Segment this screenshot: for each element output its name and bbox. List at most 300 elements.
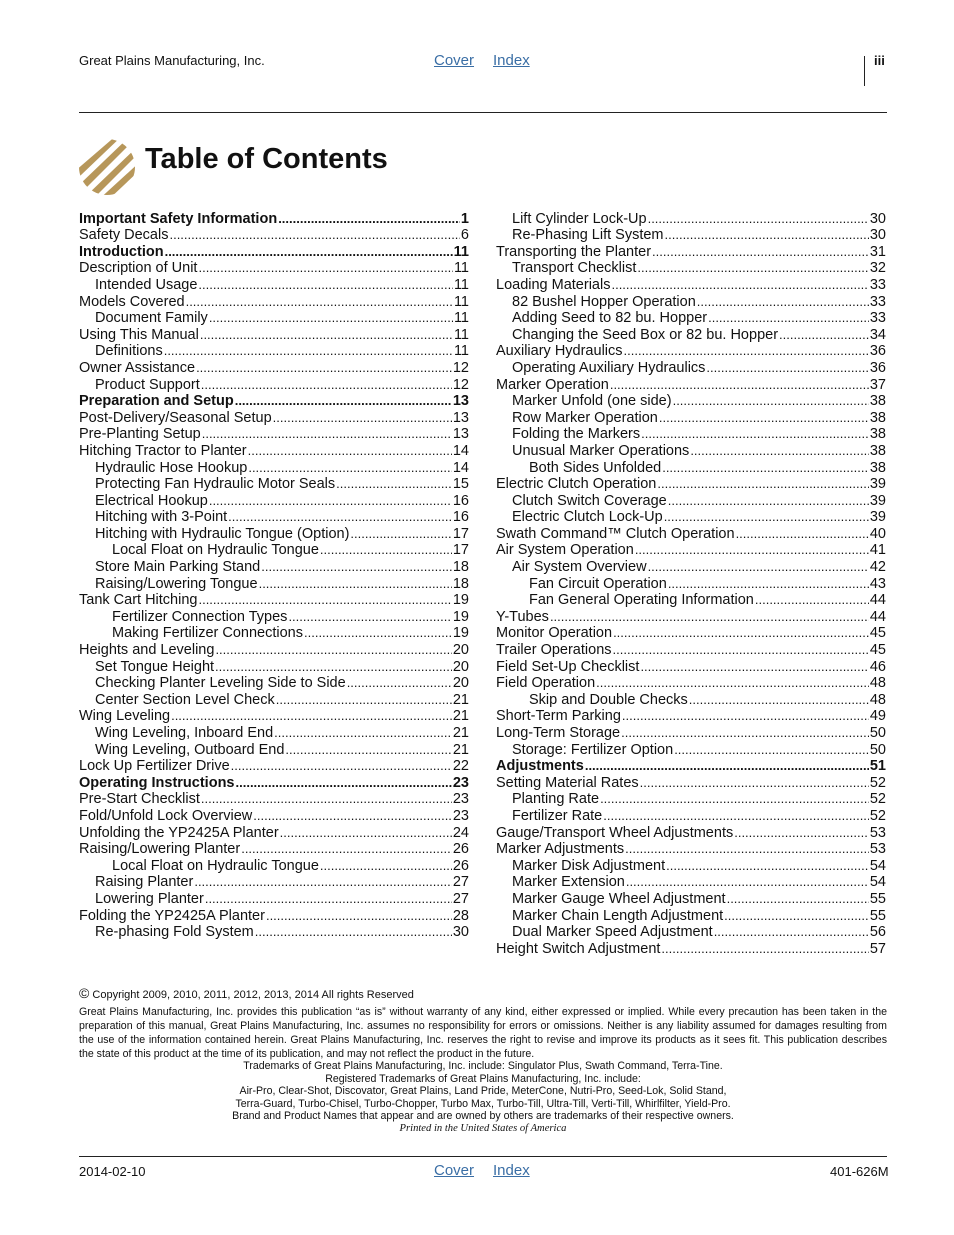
- toc-entry[interactable]: [496, 940, 886, 957]
- toc-dot-leader: [276, 692, 452, 708]
- toc-entry[interactable]: [79, 442, 469, 459]
- toc-entry-title: Planting Rate: [512, 791, 600, 808]
- toc-entry[interactable]: [79, 310, 469, 327]
- toc-dot-leader: [596, 675, 869, 691]
- toc-entry[interactable]: [79, 243, 469, 260]
- toc-entry-title: Models Covered: [79, 293, 185, 310]
- toc-entry-page: 13: [452, 393, 469, 410]
- toc-entry-page: 28: [452, 907, 469, 924]
- toc-entry[interactable]: [79, 227, 469, 244]
- index-link[interactable]: Index: [493, 52, 530, 69]
- toc-dot-leader: [621, 725, 869, 741]
- toc-entry[interactable]: [496, 376, 886, 393]
- toc-entry[interactable]: [496, 807, 886, 824]
- toc-entry[interactable]: [496, 227, 886, 244]
- toc-entry-page: 34: [869, 326, 886, 343]
- toc-dot-leader: [603, 808, 869, 824]
- toc-entry[interactable]: [496, 393, 886, 410]
- toc-entry-title: Lowering Planter: [95, 890, 204, 907]
- toc-entry-page: 31: [869, 243, 886, 260]
- toc-entry-title: Transporting the Planter: [496, 243, 652, 260]
- toc-entry-page: 21: [452, 691, 469, 708]
- trademark-line: Air-Pro, Clear-Shot, Discovator, Great Plains, Land Pride, MeterCone, Nutri-Pro, Seed-Lok, Solid Stand,: [239, 1085, 727, 1098]
- toc-dot-leader: [198, 592, 451, 608]
- toc-entry[interactable]: [79, 741, 469, 758]
- toc-entry[interactable]: [496, 276, 886, 293]
- toc-entry-title: Definitions: [95, 343, 163, 360]
- toc-entry[interactable]: [79, 758, 469, 775]
- toc-entry-page: 11: [453, 310, 469, 327]
- toc-entry-title: Electric Clutch Lock-Up: [512, 509, 663, 526]
- toc-entry-title: Checking Planter Leveling Side to Side: [95, 675, 346, 692]
- toc-entry[interactable]: [79, 525, 469, 542]
- toc-entry-page: 38: [869, 409, 886, 426]
- toc-dot-leader: [202, 426, 452, 442]
- toc-entry[interactable]: [496, 675, 886, 692]
- toc-entry-title: Fan General Operating Information: [529, 592, 754, 609]
- toc-dot-leader: [600, 791, 869, 807]
- toc-entry[interactable]: [79, 890, 469, 907]
- toc-entry[interactable]: [496, 476, 886, 493]
- trademark-line: Terra-Guard, Turbo-Chisel, Turbo-Chopper, Turbo Max, Turbo-Till, Ultra-Till, Verti-Till, Whirlfilter, Yield-Pro.: [235, 1097, 731, 1110]
- toc-dot-leader: [169, 227, 459, 243]
- toc-entry-page: 41: [869, 542, 886, 559]
- toc-dot-leader: [657, 476, 868, 492]
- toc-dot-leader: [320, 542, 452, 558]
- toc-entry-page: 20: [452, 642, 469, 659]
- toc-entry[interactable]: [496, 442, 886, 459]
- toc-dot-leader: [697, 294, 869, 310]
- toc-dot-leader: [648, 559, 869, 575]
- toc-entry-title: Fold/Unfold Lock Overview: [79, 807, 253, 824]
- toc-entry[interactable]: [496, 343, 886, 360]
- toc-entry[interactable]: [496, 625, 886, 642]
- toc-entry-title: Unfolding the YP2425A Planter: [79, 824, 279, 841]
- toc-entry-page: 50: [869, 741, 886, 758]
- toc-entry[interactable]: [79, 326, 469, 343]
- toc-entry[interactable]: [79, 409, 469, 426]
- toc-dot-leader: [706, 360, 868, 376]
- toc-entry-title: Marker Operation: [496, 376, 609, 393]
- toc-entry-page: 19: [452, 592, 469, 609]
- toc-entry-page: 27: [452, 874, 469, 891]
- toc-dot-leader: [165, 244, 453, 260]
- toc-entry-title: Gauge/Transport Wheel Adjustments: [496, 824, 734, 841]
- toc-dot-leader: [261, 559, 452, 575]
- toc-entry-page: 36: [869, 359, 886, 376]
- toc-entry[interactable]: [496, 293, 886, 310]
- toc-dot-leader: [253, 808, 452, 824]
- toc-entry-title: Clutch Switch Coverage: [512, 492, 667, 509]
- toc-entry[interactable]: [79, 459, 469, 476]
- toc-entry[interactable]: [79, 641, 469, 658]
- toc-entry-title: Setting Material Rates: [496, 774, 639, 791]
- toc-entry-page: 55: [869, 907, 886, 924]
- toc-entry[interactable]: [496, 708, 886, 725]
- toc-entry[interactable]: [79, 874, 469, 891]
- toc-entry[interactable]: [496, 260, 886, 277]
- toc-dot-leader: [248, 460, 452, 476]
- toc-entry[interactable]: [79, 343, 469, 360]
- toc-entry[interactable]: [79, 857, 469, 874]
- toc-entry-page: 33: [869, 310, 886, 327]
- footer-cover-link[interactable]: Cover: [434, 1162, 475, 1179]
- toc-entry[interactable]: [496, 774, 886, 791]
- toc-entry[interactable]: [79, 807, 469, 824]
- toc-entry-title: Y-Tubes: [496, 608, 549, 625]
- printed-in: Printed in the United States of America: [399, 1122, 567, 1134]
- toc-entry-page: 13: [452, 426, 469, 443]
- toc-entry[interactable]: [496, 592, 886, 609]
- toc-entry-title: Transport Checklist: [512, 260, 637, 277]
- toc-entry[interactable]: [79, 592, 469, 609]
- toc-entry[interactable]: [496, 608, 886, 625]
- toc-dot-leader: [640, 775, 869, 791]
- toc-entry[interactable]: [496, 359, 886, 376]
- footer-rule: [79, 1156, 887, 1157]
- toc-dot-leader: [266, 908, 452, 924]
- toc-dot-leader: [336, 476, 452, 492]
- toc-entry[interactable]: [79, 210, 469, 227]
- toc-entry-title: Wing Leveling, Inboard End: [95, 725, 274, 741]
- toc-entry[interactable]: [496, 525, 886, 542]
- footer-index-link[interactable]: Index: [493, 1162, 530, 1179]
- toc-entry-title: Dual Marker Speed Adjustment: [512, 924, 713, 941]
- toc-dot-leader: [259, 576, 452, 592]
- page-title: Table of Contents: [145, 143, 388, 175]
- toc-entry-title: Adding Seed to 82 bu. Hopper: [512, 310, 708, 327]
- toc-entry-title: Fan Circuit Operation: [529, 575, 667, 592]
- toc-entry-title: Lock Up Fertilizer Drive: [79, 758, 230, 775]
- toc-entry[interactable]: [496, 791, 886, 808]
- toc-entry-title: Electrical Hookup: [95, 492, 208, 509]
- toc-entry[interactable]: [496, 741, 886, 758]
- toc-entry-title: Safety Decals: [79, 227, 169, 244]
- toc-dot-leader: [668, 493, 869, 509]
- toc-dot-leader: [209, 310, 453, 326]
- toc-dot-leader: [200, 327, 453, 343]
- toc-entry[interactable]: [496, 310, 886, 327]
- toc-entry-page: 53: [869, 841, 886, 858]
- toc-entry-page: 43: [869, 575, 886, 592]
- toc-entry-page: 50: [869, 725, 886, 741]
- toc-entry[interactable]: [496, 409, 886, 426]
- toc-entry-page: 19: [452, 625, 469, 642]
- toc-entry-page: 45: [869, 625, 886, 642]
- toc-entry[interactable]: [79, 708, 469, 725]
- toc-entry[interactable]: [79, 542, 469, 559]
- toc-entry-title: Loading Materials: [496, 276, 611, 293]
- toc-entry[interactable]: [79, 426, 469, 443]
- toc-dot-leader: [241, 841, 452, 857]
- toc-entry-title: Long-Term Storage: [496, 725, 621, 741]
- toc-entry-title: Operating Instructions: [79, 774, 235, 791]
- toc-dot-leader: [248, 443, 452, 459]
- toc-entry-title: Hitching with 3-Point: [95, 509, 228, 526]
- toc-entry[interactable]: [79, 675, 469, 692]
- toc-dot-leader: [350, 526, 451, 542]
- toc-dot-leader: [198, 260, 452, 276]
- toc-right-column: [496, 210, 886, 957]
- toc-entry-title: Making Fertilizer Connections: [112, 625, 303, 642]
- toc-entry[interactable]: [79, 724, 469, 741]
- toc-entry-title: Pre-Start Checklist: [79, 791, 200, 808]
- toc-entry-page: 42: [869, 559, 886, 576]
- toc-entry-page: 16: [452, 509, 469, 526]
- toc-entry-title: Introduction: [79, 243, 164, 260]
- copyright-symbol: ©: [79, 985, 90, 1001]
- toc-dot-leader: [194, 874, 452, 890]
- toc-entry[interactable]: [79, 260, 469, 277]
- toc-entry-page: 15: [452, 476, 469, 493]
- toc-dot-leader: [626, 874, 869, 890]
- toc-entry-title: Tank Cart Hitching: [79, 592, 198, 609]
- toc-entry[interactable]: [79, 824, 469, 841]
- toc-entry-page: 11: [453, 343, 469, 360]
- toc-entry[interactable]: [496, 509, 886, 526]
- toc-entry-page: 39: [869, 509, 886, 526]
- toc-entry[interactable]: [496, 210, 886, 227]
- toc-dot-leader: [727, 891, 869, 907]
- toc-entry-page: 19: [452, 608, 469, 625]
- toc-dot-leader: [278, 211, 460, 227]
- toc-dot-leader: [622, 708, 869, 724]
- toc-entry-title: Local Float on Hydraulic Tongue: [112, 857, 319, 874]
- toc-dot-leader: [611, 277, 868, 293]
- toc-entry[interactable]: [79, 293, 469, 310]
- great-plains-logo-icon: [78, 138, 136, 196]
- toc-dot-leader: [274, 725, 452, 741]
- toc-entry-title: Important Safety Information: [79, 210, 278, 227]
- toc-entry-page: 23: [452, 774, 469, 791]
- toc-entry-page: 23: [452, 791, 469, 808]
- toc-entry[interactable]: [79, 924, 469, 941]
- toc-entry-page: 21: [452, 741, 469, 758]
- toc-entry[interactable]: [496, 924, 886, 941]
- toc-entry-page: 33: [869, 276, 886, 293]
- toc-entry[interactable]: [496, 890, 886, 907]
- toc-entry-page: 14: [452, 459, 469, 476]
- toc-dot-leader: [613, 625, 869, 641]
- toc-entry[interactable]: [79, 558, 469, 575]
- toc-entry[interactable]: [496, 841, 886, 858]
- toc-dot-leader: [196, 360, 452, 376]
- toc-dot-leader: [641, 426, 869, 442]
- toc-entry-page: 52: [869, 791, 886, 808]
- toc-entry-title: Description of Unit: [79, 260, 198, 277]
- toc-entry-title: Wing Leveling: [79, 708, 171, 725]
- toc-entry-title: Re-phasing Fold System: [95, 924, 254, 941]
- cover-link[interactable]: Cover: [434, 52, 475, 69]
- toc-entry[interactable]: [496, 558, 886, 575]
- toc-entry[interactable]: [496, 907, 886, 924]
- disclaimer: Great Plains Manufacturing, Inc. provides this publication “as is” without warranty of any kind, either expressed or implied. While every precaution has been taken in the preparation of this manual, Great Plains Manufacturing, Inc. assumes no responsibility for errors or omissions. Neither is any liability assumed for damages resulting from the use of the information contained herein. Great Plains Manufacturing, Inc. reserves the right to revise and improve its products as it sees fit. This publication describes the state of this product at the time of its publication, and may not reflect the product in the future.: [79, 1006, 887, 1060]
- toc-entry[interactable]: [79, 791, 469, 808]
- toc-dot-leader: [665, 227, 869, 243]
- toc-dot-leader: [171, 708, 452, 724]
- toc-entry-page: 53: [869, 824, 886, 841]
- toc-entry-page: 11: [453, 276, 469, 293]
- toc-entry-title: Raising/Lowering Planter: [79, 841, 241, 858]
- toc-entry-title: Post-Delivery/Seasonal Setup: [79, 409, 272, 426]
- toc-entry[interactable]: [79, 774, 469, 791]
- trademark-line: Registered Trademarks of Great Plains Manufacturing, Inc. include:: [325, 1072, 641, 1085]
- toc-entry[interactable]: [496, 724, 886, 741]
- toc-entry-title: Owner Assistance: [79, 359, 196, 376]
- toc-dot-leader: [779, 327, 869, 343]
- toc-entry-page: 26: [452, 857, 469, 874]
- toc-left-column: [79, 210, 469, 940]
- toc-entry-title: Marker Disk Adjustment: [512, 857, 666, 874]
- toc-entry-title: Marker Gauge Wheel Adjustment: [512, 890, 726, 907]
- toc-entry[interactable]: [79, 393, 469, 410]
- toc-entry[interactable]: [496, 824, 886, 841]
- toc-entry[interactable]: [79, 625, 469, 642]
- toc-entry-title: Monitor Operation: [496, 625, 613, 642]
- toc-dot-leader: [734, 825, 869, 841]
- toc-dot-leader: [689, 692, 869, 708]
- toc-dot-leader: [205, 891, 452, 907]
- toc-dot-leader: [273, 410, 452, 426]
- toc-entry-page: 24: [452, 824, 469, 841]
- toc-entry-title: Height Switch Adjustment: [496, 940, 661, 957]
- toc-dot-leader: [201, 377, 452, 393]
- toc-entry-title: Marker Unfold (one side): [512, 393, 672, 410]
- toc-entry[interactable]: [79, 608, 469, 625]
- toc-dot-leader: [288, 609, 451, 625]
- toc-entry-page: 33: [869, 293, 886, 310]
- toc-entry[interactable]: [496, 575, 886, 592]
- toc-entry[interactable]: [496, 326, 886, 343]
- toc-entry[interactable]: [79, 509, 469, 526]
- toc-entry-title: Product Support: [95, 376, 200, 393]
- toc-entry-title: Hitching Tractor to Planter: [79, 442, 247, 459]
- toc-entry-title: Folding the Markers: [512, 426, 641, 443]
- toc-entry-page: 12: [452, 376, 469, 393]
- toc-entry-page: 23: [452, 807, 469, 824]
- toc-entry-title: Short-Term Parking: [496, 708, 621, 725]
- toc-entry[interactable]: [496, 874, 886, 891]
- toc-entry-title: Field Operation: [496, 675, 596, 692]
- toc-entry-title: Trailer Operations: [496, 642, 612, 659]
- copyright-text: Copyright 2009, 2010, 2011, 2012, 2013, 2014 All rights Reserved: [89, 989, 414, 1001]
- toc-dot-leader: [652, 244, 869, 260]
- toc-entry-page: 30: [452, 924, 469, 941]
- toc-entry[interactable]: [79, 575, 469, 592]
- toc-entry-page: 51: [869, 758, 886, 775]
- toc-entry[interactable]: [79, 476, 469, 493]
- toc-entry[interactable]: [79, 658, 469, 675]
- toc-entry-title: Fertilizer Rate: [512, 807, 603, 824]
- toc-entry-page: 44: [869, 608, 886, 625]
- toc-dot-leader: [255, 924, 452, 940]
- toc-entry-page: 20: [452, 675, 469, 692]
- toc-entry-page: 11: [453, 243, 469, 260]
- toc-dot-leader: [664, 509, 869, 525]
- toc-entry-page: 17: [452, 542, 469, 559]
- toc-entry[interactable]: [496, 641, 886, 658]
- toc-entry[interactable]: [496, 658, 886, 675]
- toc-entry-page: 1: [460, 210, 469, 227]
- toc-entry-page: 40: [869, 525, 886, 542]
- toc-entry-title: Marker Extension: [512, 874, 625, 891]
- toc-dot-leader: [668, 576, 869, 592]
- toc-entry[interactable]: [79, 841, 469, 858]
- toc-entry[interactable]: [79, 276, 469, 293]
- toc-entry-page: 16: [452, 492, 469, 509]
- trademarks-block: [79, 1060, 887, 1136]
- toc-entry-page: 30: [869, 210, 886, 227]
- toc-entry[interactable]: [496, 758, 886, 775]
- toc-entry-title: Storage: Fertilizer Option: [512, 741, 674, 758]
- toc-dot-leader: [228, 509, 452, 525]
- toc-dot-leader: [235, 393, 452, 409]
- toc-entry-page: 54: [869, 874, 886, 891]
- toc-entry-title: Lift Cylinder Lock-Up: [512, 210, 647, 227]
- toc-entry[interactable]: [79, 907, 469, 924]
- toc-dot-leader: [320, 858, 452, 874]
- toc-entry-title: Air System Operation: [496, 542, 634, 559]
- toc-entry[interactable]: [496, 459, 886, 476]
- toc-entry[interactable]: [496, 243, 886, 260]
- toc-entry-title: Raising/Lowering Tongue: [95, 575, 258, 592]
- toc-dot-leader: [610, 377, 869, 393]
- toc-entry-title: Wing Leveling, Outboard End: [95, 741, 285, 758]
- toc-entry-page: 38: [869, 459, 886, 476]
- toc-entry[interactable]: [79, 691, 469, 708]
- toc-entry[interactable]: [496, 542, 886, 559]
- toc-entry-title: 82 Bushel Hopper Operation: [512, 293, 696, 310]
- toc-entry[interactable]: [79, 376, 469, 393]
- toc-dot-leader: [231, 758, 452, 774]
- toc-entry-page: 44: [869, 592, 886, 609]
- toc-entry[interactable]: [496, 691, 886, 708]
- toc-entry-page: 21: [452, 708, 469, 725]
- toc-entry-page: 45: [869, 642, 886, 659]
- toc-entry-title: Protecting Fan Hydraulic Motor Seals: [95, 476, 336, 493]
- toc-entry[interactable]: [79, 359, 469, 376]
- toc-entry-page: 11: [453, 326, 469, 343]
- toc-entry[interactable]: [79, 492, 469, 509]
- toc-entry-page: 18: [452, 575, 469, 592]
- toc-entry-title: Raising Planter: [95, 874, 194, 891]
- toc-entry-page: 38: [869, 426, 886, 443]
- toc-dot-leader: [661, 941, 868, 957]
- toc-entry[interactable]: [496, 857, 886, 874]
- toc-entry-title: Document Family: [95, 310, 208, 327]
- toc-entry-title: Local Float on Hydraulic Tongue: [112, 542, 319, 559]
- toc-entry-page: 27: [452, 890, 469, 907]
- toc-entry-page: 46: [869, 658, 886, 675]
- toc-entry-page: 11: [453, 293, 469, 310]
- toc-entry[interactable]: [496, 426, 886, 443]
- toc-dot-leader: [640, 659, 868, 675]
- toc-entry[interactable]: [496, 492, 886, 509]
- toc-dot-leader: [209, 493, 452, 509]
- toc-entry-title: Preparation and Setup: [79, 393, 234, 410]
- toc-dot-leader: [198, 277, 453, 293]
- toc-entry-title: Hydraulic Hose Hookup: [95, 459, 248, 476]
- toc-entry-title: Skip and Double Checks: [529, 691, 688, 708]
- toc-entry-page: 57: [869, 940, 886, 957]
- toc-dot-leader: [708, 310, 869, 326]
- toc-dot-leader: [625, 841, 869, 857]
- toc-entry-title: Unusual Marker Operations: [512, 442, 690, 459]
- toc-entry-page: 21: [452, 725, 469, 741]
- toc-dot-leader: [164, 343, 453, 359]
- toc-dot-leader: [714, 924, 869, 940]
- toc-entry-page: 26: [452, 841, 469, 858]
